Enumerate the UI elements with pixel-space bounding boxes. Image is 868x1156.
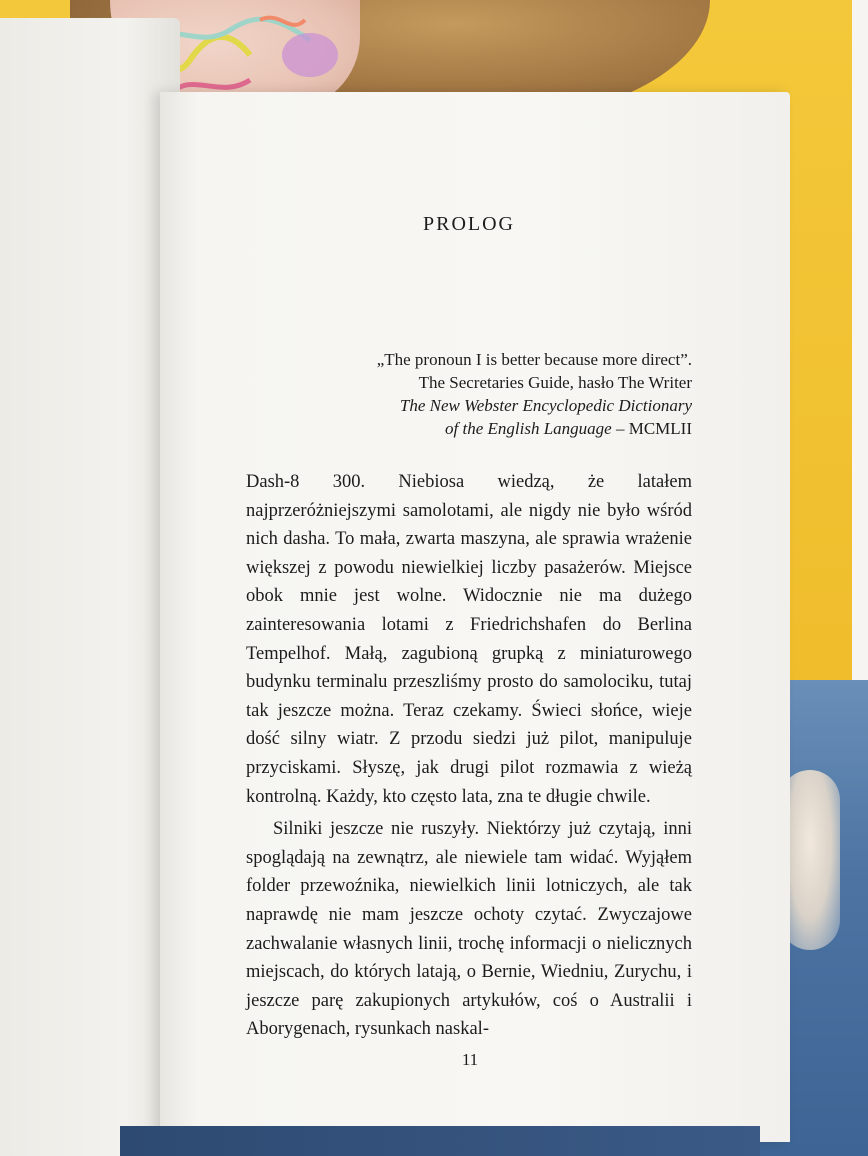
bottom-cover-strip: [120, 1126, 760, 1156]
epigraph: [246, 348, 692, 440]
epigraph-language-line: [246, 417, 692, 440]
page-number: 11: [461, 1050, 479, 1069]
page-text: [246, 195, 692, 1044]
epigraph-source: The Secretaries Guide, hasło The Writer: [418, 373, 692, 392]
epigraph-quote: „The pronoun I is better because more direct”.: [376, 350, 692, 369]
left-book-page: [0, 18, 180, 1156]
paragraph-2: Silniki jeszcze nie ruszyły. Niektórzy już czytają, inni spoglądają na zewnątrz, ale niewiele tam widać. Wyjąłem folder przewoźnika, niewielkich linii lotniczych, ale tak naprawdę nie mam jeszcze ochoty czytać. Zwyczajowe zachwalanie własnych linii, trochę informacji o nielicznych miejscach, do których latają, o Bernie, Wiedniu, Zurychu, i jeszcze parę zakupionych artykułów, coś o Australii i Aborygenach, rysunkach naskal-: [246, 819, 692, 1040]
epigraph-language: of the English Language: [445, 419, 612, 438]
epigraph-year: – MCMLII: [611, 419, 692, 438]
paragraph-1: Dash-8 300. Niebiosa wiedzą, że latałem najprzeróżniejszymi samolotami, ale nigdy nie było wśród nich dasha. To mała, zwarta maszyna, ale sprawia wrażenie większej z powodu niewielkiej liczby pasażerów. Miejsce obok mnie jest wolne. Widocznie nie ma dużego zainteresowania lotami z Friedrichshafen do Berlina Tempelhof. Małą, zagubioną grupką z miniaturowego budynku terminalu przeszliśmy prosto do samolociku, tutaj tak jeszcze można. Teraz czekamy. Świeci słońce, wieje dość silny wiatr. Z przodu siedzi już pilot, manipuluje przyciskami. Słyszę, jak drugi pilot rozmawia z wieżą kontrolną. Każdy, kto często lata, zna te długie chwile.: [246, 472, 692, 807]
epigraph-dictionary: The New Webster Encyclopedic Dictionary: [399, 396, 692, 415]
chapter-title: PROLOG: [422, 213, 515, 235]
body-text: [246, 468, 692, 1044]
